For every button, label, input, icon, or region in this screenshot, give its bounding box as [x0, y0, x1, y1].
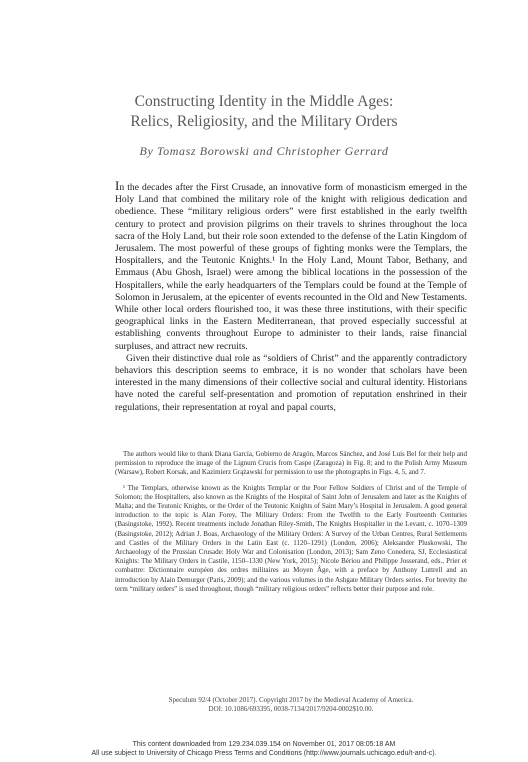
drop-cap: I [115, 178, 120, 193]
footnote-1: ¹ The Templars, otherwise known as the Knights Templar or the Poor Fellow Soldiers of Christ and of the Temple of Solomon; the Hospitallers, also known as the Knights of the Hospital of Saint John of Jerusalem and later as the Knights of Malta; and the Teutonic Knights, or the Order of the Teutonic Knights of Saint Mary’s Hospital in Jerusalem. A good general introduction to the topic is Alan Forey, The Military Orders: From the Twelfth to the Early Fourteenth Centuries (Basingstoke, 1992). Recent treatments include Jonathan Riley-Smith, The Knights Hospitaller in the Levant, c. 1070–1309 (Basingstoke, 2012); Adrian J. Boas, Archaeology of the Military Orders: A Survey of the Urban Centres, Rural Settlements and Castles of the Military Orders in the Latin East (c. 1120–1291) (London, 2006); Aleksander Pluskowski, The Archaeology of the Prussian Crusade: Holy War and Colonisation (London, 2013); Sam Zeno Conedera, SJ, Ecclesiastical Knights: The Military Orders in Castile, 1150–1330 (New York, 2015); Nicole Bériou and Philippe Josserand, eds., Prier et combattre: Dictionnaire européen des ordres militaires au Moyen Âge, with a preface by Anthony Luttrell and an introduction by Alain Demurger (Paris, 2009); and the various volumes in the Ashgate Military Orders series. For brevity the term “military orders” is used throughout, though “military religious orders” reflects better their purpose and role. [115, 483, 467, 593]
terms-line: All use subject to University of Chicago Press Terms and Conditions (http://www.journals.uchicago.edu/t-and-c). [91, 750, 437, 757]
title-line-2: Relics, Religiosity, and the Military Orders [130, 113, 398, 130]
download-info-line: This content downloaded from 129.234.039.154 on November 01, 2017 08:05:18 AM [132, 741, 396, 748]
body-paragraph-2: Given their distinctive dual role as “soldiers of Christ” and the apparently contradictory behaviors this description seems to embrace, it is no wonder that scholars have been interested in the many dimensions of their collective social and cultural identity. Historians have noted the careful self-presentation and promotion of reputation enshrined in their regulations, their representation at royal and papal courts, [115, 352, 467, 413]
paragraph-1-text: n the decades after the First Crusade, an innovative form of monasticism emerged in the Holy Land that combined the military role of the knight with religious dedication and obedience. These “military religious orders” were first established in the early twelfth century to protect and provision pilgrims on their travels to shrines throughout the loca sacra of the Holy Land, but their role soon extended to the defense of the Latin Kingdom of Jerusalem. The most powerful of these groups of fighting monks were the Templars, the Hospitallers, and the Teutonic Knights.¹ In the Holy Land, Mount Tabor, Bethany, and Emmaus (Abu Ghosh, Israel) were among the biblical locations in the possession of the Hospitallers, while the early headquarters of the Templars could be found at the Temple of Solomon in Jerusalem, at the epicenter of events recounted in the Old and New Testaments. While other local orders flourished too, it was these three institutions, with their specific geographical links in the Eastern Mediterranean, that proved especially successful at establishing convents throughout Europe to administer to their lands, raise financial surpluses, and attract new recruits. [115, 182, 467, 352]
article-body [115, 180, 467, 414]
title-line-1: Constructing Identity in the Middle Ages: [134, 93, 394, 110]
author-byline: By Tomasz Borowski and Christopher Gerrard [139, 144, 389, 158]
download-footer [0, 740, 528, 758]
acknowledgment-note: The authors would like to thank Diana García, Gobierno de Aragón, Marcos Sánchez, and José Luis Bel for their help and permission to reproduce the image of the Lignum Crucis from Caspe (Zaragoza) in Fig. 8; and to the Polish Army Museum (Warsaw), Robert Korsak, and Kazimierz Grążawski for permission to use the photographs in Figs. 4, 5, and 7. [115, 450, 467, 477]
footnotes [115, 450, 467, 594]
journal-doi-line: DOI: 10.1086/693395, 0038-7134/2017/9204-0002$10.00. [208, 705, 374, 713]
journal-citation [115, 696, 467, 714]
article-title [60, 92, 468, 132]
journal-citation-line-1: Speculum 92/4 (October 2017). Copyright 2017 by the Medieval Academy of America. [168, 696, 414, 704]
body-paragraph-1 [115, 180, 467, 353]
